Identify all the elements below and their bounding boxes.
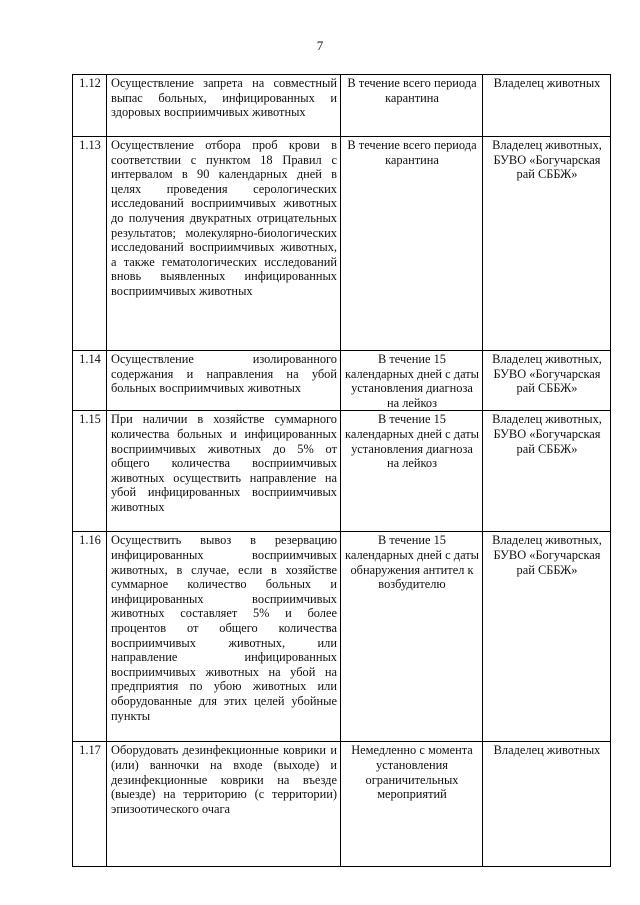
page-number: 7 bbox=[316, 38, 324, 53]
row-number: 1.15 bbox=[73, 411, 107, 532]
table-row bbox=[73, 351, 611, 411]
row-action: Осуществление отбора проб крови в соответствии с пунктом 18 Правил с интервалом в 90 календарных дней в целях проведения серологических исследований восприимчивых животных до получения двукратных отрицательных результатов; молекулярно-биологических исследований восприимчивых животных, а также гематологических исследований вновь выявленных инфицированных восприимчивых животных bbox=[107, 137, 341, 351]
row-responsible: Владелец животных bbox=[483, 742, 611, 867]
row-number: 1.14 bbox=[73, 351, 107, 411]
row-responsible: Владелец животных bbox=[483, 75, 611, 137]
table-row bbox=[73, 137, 611, 351]
row-term: В течение всего периода карантина bbox=[341, 137, 483, 351]
measures-table bbox=[72, 74, 611, 867]
row-term: Немедленно с момента установления ограничительных мероприятий bbox=[341, 742, 483, 867]
row-number: 1.16 bbox=[73, 532, 107, 742]
row-action: Осуществить вывоз в резервацию инфицированных восприимчивых животных, в случае, если в хозяйстве суммарное количество больных и инфицированных восприимчивых животных составляет 5% и более процентов от общего количества восприимчивых животных, или направление инфицированных восприимчивых животных на убой на предприятия по убою животных или оборудованные для этих целей убойные пункты bbox=[107, 532, 341, 742]
row-term: В течение 15 календарных дней с даты обнаружения антител к возбудителю bbox=[341, 532, 483, 742]
table-row bbox=[73, 532, 611, 742]
row-action: При наличии в хозяйстве суммарного количества больных и инфицированных восприимчивых животных до 5% от общего количества восприимчивых животных осуществить направление на убой инфицированных восприимчивых животных bbox=[107, 411, 341, 532]
table-row bbox=[73, 75, 611, 137]
row-term: В течение 15 календарных дней с даты установления диагноза на лейкоз bbox=[341, 411, 483, 532]
row-action: Осуществление изолированного содержания и направления на убой больных восприимчивых животных bbox=[107, 351, 341, 411]
row-responsible: Владелец животных, БУВО «Богучарская рай СББЖ» bbox=[483, 351, 611, 411]
row-responsible: Владелец животных, БУВО «Богучарская рай СББЖ» bbox=[483, 411, 611, 532]
row-action: Осуществление запрета на совместный выпас больных, инфицированных и здоровых восприимчивых животных bbox=[107, 75, 341, 137]
row-term: В течение 15 календарных дней с даты установления диагноза на лейкоз bbox=[341, 351, 483, 411]
table-row bbox=[73, 742, 611, 867]
row-number: 1.17 bbox=[73, 742, 107, 867]
row-action: Оборудовать дезинфекционные коврики и (или) ванночки на входе (выходе) и дезинфекционные коврики на въезде (выезде) на территорию (с территории) эпизоотического очага bbox=[107, 742, 341, 867]
row-responsible: Владелец животных, БУВО «Богучарская рай СББЖ» bbox=[483, 532, 611, 742]
row-responsible: Владелец животных, БУВО «Богучарская рай СББЖ» bbox=[483, 137, 611, 351]
row-term: В течение всего периода карантина bbox=[341, 75, 483, 137]
row-number: 1.13 bbox=[73, 137, 107, 351]
row-number: 1.12 bbox=[73, 75, 107, 137]
table-row bbox=[73, 411, 611, 532]
